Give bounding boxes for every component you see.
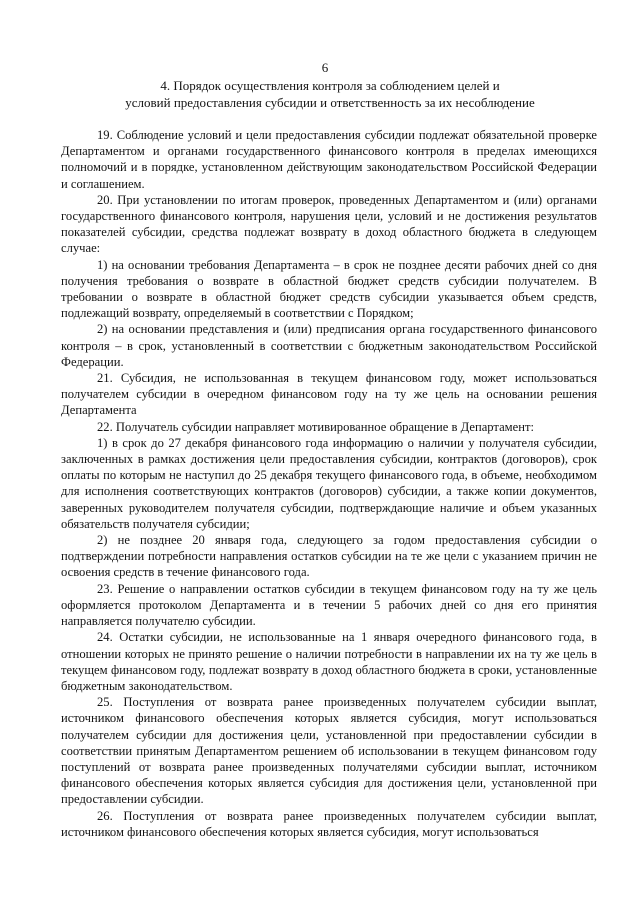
paragraph-20-item-1: 1) на основании требования Департамента – в срок не позднее десяти рабочих дней со дня получения требования о возврате в областной бюджет средств субсидии получателем. В требовании о возврате в областной бюджет средств субсидии указывается объем средств, подлежащий возврату, определяемый в соответствии с Порядком; <box>61 257 597 321</box>
paragraph-20: 20. При установлении по итогам проверок, проведенных Департаментом и (или) органами государственного финансового контроля, нарушения цели, условий и не достижения результатов показателей субсидии, средства подлежат возврату в доход областного бюджета в следующем случае: <box>61 192 597 256</box>
paragraph-26: 26. Поступления от возврата ранее произведенных получателем субсидии выплат, источником финансового обеспечения которых является субсидия, могут использоваться <box>61 808 597 839</box>
section-heading-line-1: 4. Порядок осуществления контроля за соблюдением целей и <box>160 78 500 93</box>
paragraph-21: 21. Субсидия, не использованная в текущем финансовом году, может использоваться получателем субсидии в очередном финансовом году на ту же цель на основании решения Департамента <box>61 371 597 418</box>
section-heading <box>70 78 590 111</box>
page-number: 6 <box>321 60 329 75</box>
paragraph-22-item-1: 1) в срок до 27 декабря финансового года информацию о наличии у получателя субсидии, заключенных в рамках достижения цели предоставления субсидии, контрактов (договоров), срок оплаты по которым не наступил до 25 декабря текущего финансового года, в объеме, необходимом для исполнения соответствующих контрактов (договоров) субсидии, а также копии документов, заверенных руководителем получателя субсидии, подтверждающие наличие и объем указанных обязательств получателя субсидии; <box>61 435 597 531</box>
paragraph-25: 25. Поступления от возврата ранее произведенных получателем субсидии выплат, источником финансового обеспечения которых является субсидия, могут использоваться получателем субсидии для достижения цели, установленной при предоставлении субсидии в соответствии принятым Департаментом решением об использовании в текущем финансовом году поступлений от возврата ранее произведенных получателями субсидии выплат, источником финансового обеспечения которых является субсидия для достижения цели, установленной при предоставлении субсидии. <box>61 695 597 807</box>
paragraph-22: 22. Получатель субсидии направляет мотивированное обращение в Департамент: <box>97 419 534 434</box>
body-text <box>61 127 597 840</box>
section-heading-line-2: условий предоставления субсидии и ответственность за их несоблюдение <box>125 94 535 110</box>
paragraph-22-item-2: 2) не позднее 20 января года, следующего за годом предоставления субсидии о подтверждении потребности направления остатков субсидии на те же цели с указанием причин не освоения средств в течение финансового года. <box>61 533 597 580</box>
paragraph-23: 23. Решение о направлении остатков субсидии в текущем финансовом году на ту же цель оформляется протоколом Департамента и в течении 5 рабочих дней со дня его принятия направляется получателю субсидии. <box>61 581 597 629</box>
paragraph-24: 24. Остатки субсидии, не использованные на 1 января очередного финансового года, в отношении которых не принято решение о наличии потребности в направлении их на ту же цель в текущем финансовом году, подлежат возврату в доход областного бюджета в сроки, установленные бюджетным законодательством. <box>61 630 597 693</box>
paragraph-19: 19. Соблюдение условий и цели предоставления субсидии подлежат обязательной проверке Департаментом и органами государственного финансового контроля в пределах имеющихся полномочий и в порядке, установленном действующим законодательством Российской Федерации и соглашением. <box>61 128 597 191</box>
paragraph-20-item-2: 2) на основании представления и (или) предписания органа государственного финансового контроля – в срок, установленный в соответствии с бюджетным законодательством Российской Федерации. <box>61 322 597 369</box>
